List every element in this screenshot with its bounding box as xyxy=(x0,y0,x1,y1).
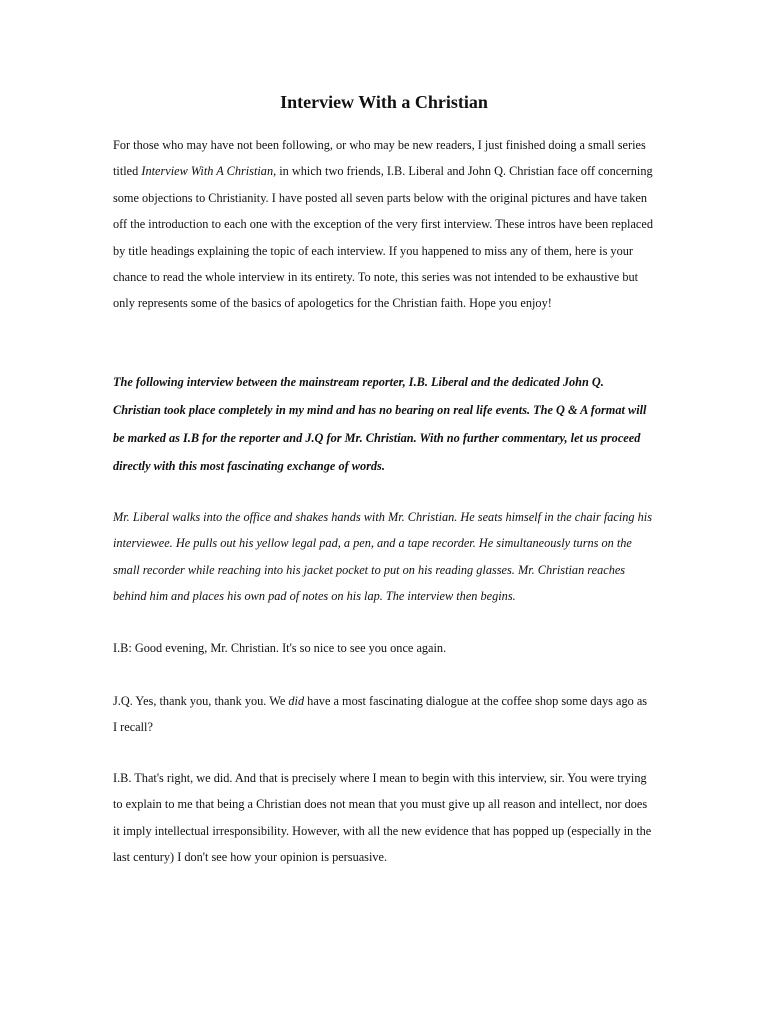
dialogue-ib-line-2: I.B. That's right, we did. And that is precisely where I mean to begin with this interview, sir. You were trying to explain to me that being a Christian does not mean that you must give up all reason and intellect, nor does it imply intellectual irresponsibility. However, with all the new evidence that has popped up (especially in the last century) I don't see how your opinion is persuasive. xyxy=(113,771,652,865)
intro-text-end: in which two friends, I.B. Liberal and John Q. Christian face off concerning some objections to Christianity. I have posted all seven parts below with the original pictures and have taken off the introduction to each one with the exception of the very first interview. These intros have been replaced by title headings explaining the topic of each interview. If you happened to miss any of them, here is your chance to read the whole interview in its entirety. To note, this series was not intended to be exhaustive but only represents some of the basics of apologetics for the Christian faith. Hope you enjoy! xyxy=(113,164,653,311)
disclaimer-paragraph: The following interview between the mainstream reporter, I.B. Liberal and the dedicated John Q. Christian took place completely in my mind and has no bearing on real life events. The Q & A format will be marked as I.B for the reporter and J.Q for Mr. Christian. With no further commentary, let us proceed directly with this most fascinating exchange of words. xyxy=(113,375,647,473)
jq-text-end: have a most fascinating dialogue at the coffee shop some days ago as I recall? xyxy=(113,694,648,735)
scene-description-paragraph: Mr. Liberal walks into the office and shakes hands with Mr. Christian. He seats himself in the chair facing his interviewee. He pulls out his yellow legal pad, a pen, and a tape recorder. He simultaneously turns on the small recorder while reaching into his jacket pocket to put on his reading glasses. Mr. Christian reaches behind him and places his own pad of notes on his lap. The interview then begins. xyxy=(113,510,652,604)
emphasis-did: did xyxy=(288,694,305,708)
dialogue-jq-line-1 xyxy=(113,688,653,741)
series-title-italic: Interview With A Christian, xyxy=(141,164,277,179)
dialogue-ib-line-1: I.B: Good evening, Mr. Christian. It's so nice to see you once again. xyxy=(113,641,447,655)
intro-text-start: For those who may have not been following, or who may be new readers, I just finished doing a small series titled xyxy=(113,138,646,179)
document-title: Interview With a Christian xyxy=(280,92,488,112)
jq-text-start: J.Q. Yes, thank you, thank you. We xyxy=(113,694,289,708)
intro-paragraph xyxy=(113,132,653,317)
